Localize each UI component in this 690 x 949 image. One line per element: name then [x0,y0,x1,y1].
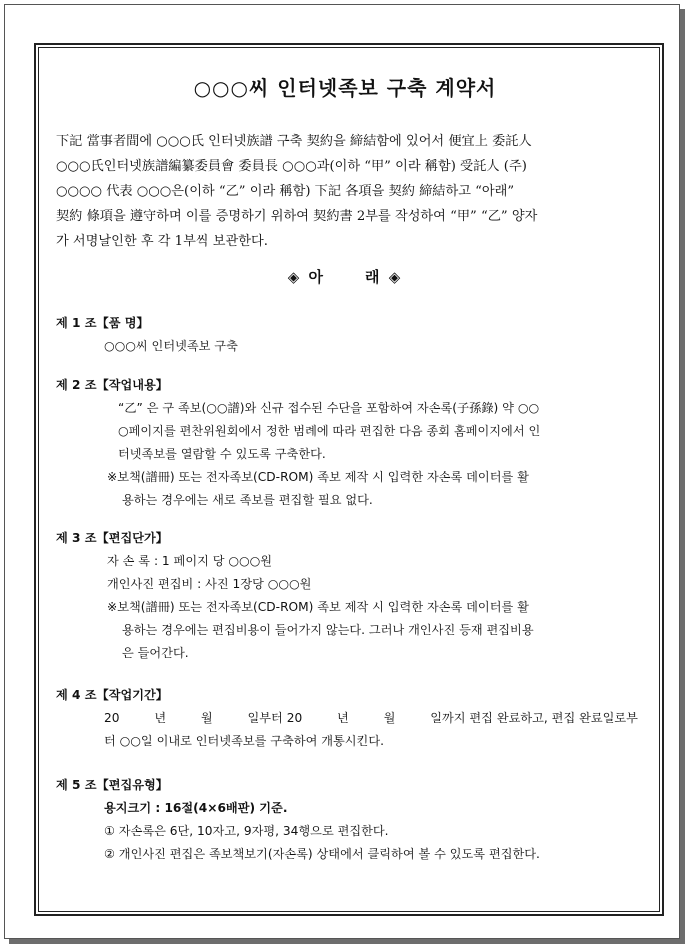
contract-title: ○○○씨 인터넷족보 구축 계약서 [193,76,497,100]
preamble-line: 契約 條項을 遵守하며 이를 증명하기 위하여 契約書 2부를 작성하여 “甲” “乙” 양자 [56,209,538,224]
section-heading [0,266,690,287]
term-month-unit-2: 월 [383,711,396,725]
article-3 [56,526,638,665]
article-2 [56,373,638,512]
article-5 [56,773,638,866]
term-start-day: 일부터 20 [247,711,303,725]
article-line: ② 개인사진 편집은 족보책보기(자손록) 상태에서 클릭하여 볼 수 있도록 편집한다. [104,847,540,861]
article-line: “乙” 은 구 족보(○○譜)와 신규 접수된 수단을 포함하여 자손록(子孫錄) 약 ○○ [118,401,540,415]
article-note-line: 은 들어간다. [122,646,189,660]
preamble-line: 가 서명날인한 후 각 1부씩 보관한다. [56,234,268,249]
section-heading-right: 래 ◈ [365,268,403,286]
term-year-start: 20 [104,711,120,725]
article-line: ① 자손록은 6단, 10자고, 9자평, 34행으로 편집한다. [104,824,389,838]
article-note-line: ※보책(譜冊) 또는 전자족보(CD-ROM) 족보 제작 시 입력한 자손록 데이터를 활 [107,470,529,484]
article-heading: 제 4 조【작업기간】 [56,688,168,702]
contract-preamble [56,129,638,254]
article-line: 터넷족보를 열람할 수 있도록 구축한다. [118,447,326,461]
article-heading: 제 3 조【편집단가】 [56,531,168,545]
paper-size-line: 용지크기 : 16절(4×6배판) 기준. [104,801,288,815]
article-heading: 제 1 조【품 명】 [56,316,149,330]
article-line: ○페이지를 편찬위원회에서 정한 범례에 따라 편집한 다음 종회 홈페이지에서 인 [118,424,541,438]
article-1 [56,311,638,358]
article-note-line: ※보책(譜冊) 또는 전자족보(CD-ROM) 족보 제작 시 입력한 자손록 데이터를 활 [107,600,529,614]
preamble-line: ○○○氏인터넷族譜編纂委員會 委員長 ○○○과(이하 “甲” 이라 稱함) 受託人 (주) [56,159,527,174]
article-note-line: 용하는 경우에는 새로 족보를 편집할 필요 없다. [122,493,373,507]
section-heading-left: ◈ 아 [287,268,325,286]
term-year-unit: 년 [154,711,167,725]
term-end-text: 일까지 편집 완료하고, 편집 완료일로부 [430,711,638,725]
article-line: 자 손 록 : 1 페이지 당 ○○○원 [107,554,273,568]
article-4 [56,683,638,753]
article-line: 개인사진 편집비 : 사진 1장당 ○○○원 [107,577,312,591]
article-line [104,707,638,730]
article-line: 터 ○○일 이내로 인터넷족보를 구축하여 개통시킨다. [104,734,384,748]
article-heading: 제 5 조【편집유형】 [56,778,168,792]
article-note-line: 용하는 경우에는 편집비용이 들어가지 않는다. 그러나 개인사진 등재 편집비용 [122,623,534,637]
preamble-line: 下記 當事者間에 ○○○氏 인터넷族譜 구축 契約을 締結함에 있어서 便宜上 委託人 [56,134,532,149]
term-month-unit: 월 [200,711,213,725]
article-heading: 제 2 조【작업내용】 [56,378,168,392]
preamble-line: ○○○○ 代表 ○○○은(이하 “乙” 이라 稱함) 下記 各項을 契約 締結하고 “아래” [56,184,515,199]
term-year-unit-2: 년 [337,711,349,725]
article-line: ○○○씨 인터넷족보 구축 [104,339,238,353]
